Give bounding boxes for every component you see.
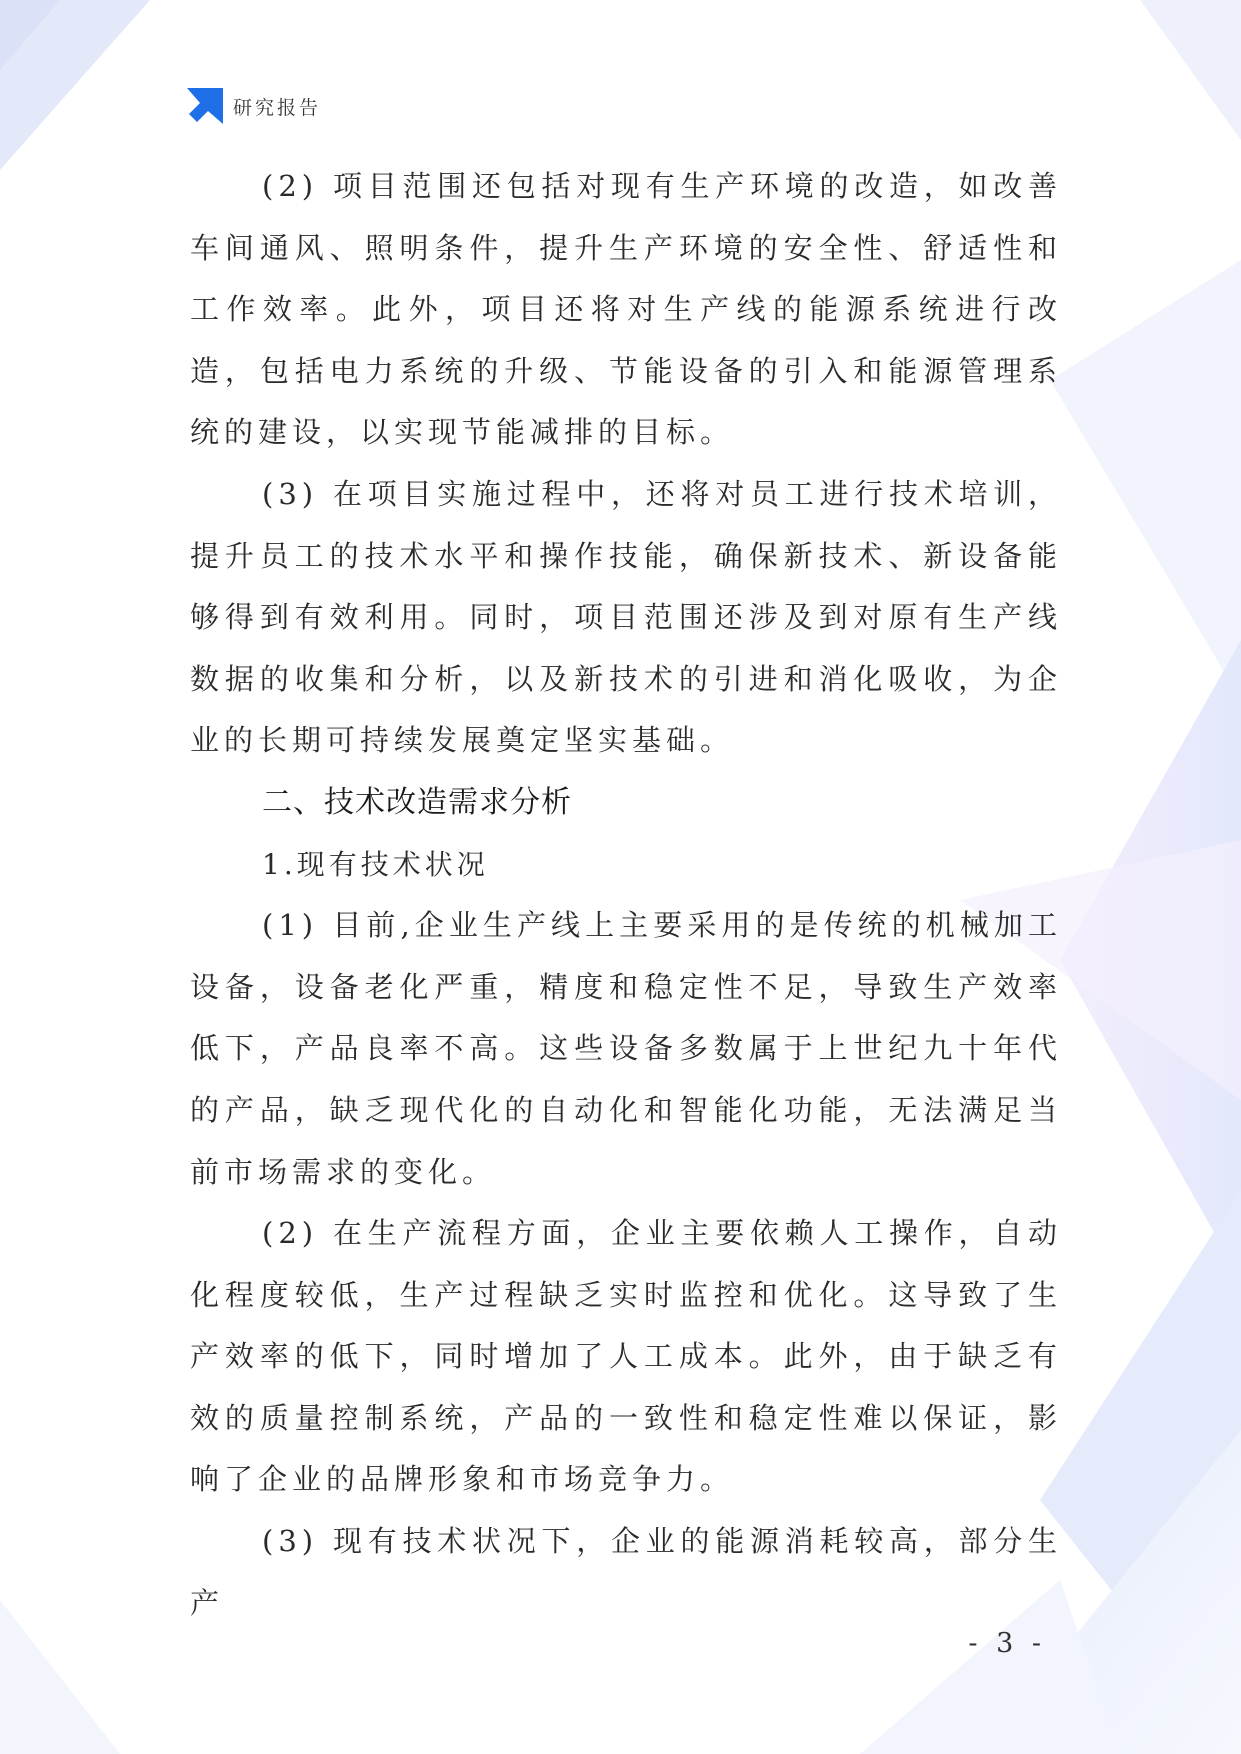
- subsection-heading: 1.现有技术状况: [262, 847, 489, 881]
- header-title: 研究报告: [233, 96, 322, 119]
- paragraph: (3) 现有技术状况下，企业的能源消耗较高，部分生产: [190, 1524, 1062, 1620]
- paragraph: (1) 目前,企业生产线上主要采用的是传统的机械加工设备，设备老化严重，精度和稳定性不足，导致生产效率低下，产品良率不高。这些设备多数属于上世纪九十年代的产品，缺乏现代化的自动化和智能化功能，无法满足当前市场需求的变化。: [190, 908, 1062, 1189]
- document-body: [190, 156, 1062, 1634]
- paragraph: (3) 在项目实施过程中，还将对员工进行技术培训，提升员工的技术水平和操作技能，确保新技术、新设备能够得到有效利用。同时，项目范围还涉及到对原有生产线数据的收集和分析，以及新技术的引进和消化吸收，为企业的长期可持续发展奠定坚实基础。: [190, 476, 1062, 758]
- arrow-up-right-icon: [187, 88, 223, 124]
- paragraph: (2) 项目范围还包括对现有生产环境的改造，如改善车间通风、照明条件，提升生产环境的安全性、舒适性和工作效率。此外，项目还将对生产线的能源系统进行改造，包括电力系统的升级、节能设备的引入和能源管理系统的建设，以实现节能减排的目标。: [190, 169, 1062, 450]
- page-header: [187, 88, 321, 124]
- page-number: - 3 -: [968, 1628, 1046, 1659]
- section-heading: 二、技术改造需求分析: [262, 784, 572, 820]
- paragraph: (2) 在生产流程方面，企业主要依赖人工操作，自动化程度较低，生产过程缺乏实时监控和优化。这导致了生产效率的低下，同时增加了人工成本。此外，由于缺乏有效的质量控制系统，产品的一致性和稳定性难以保证，影响了企业的品牌形象和市场竞争力。: [190, 1216, 1062, 1497]
